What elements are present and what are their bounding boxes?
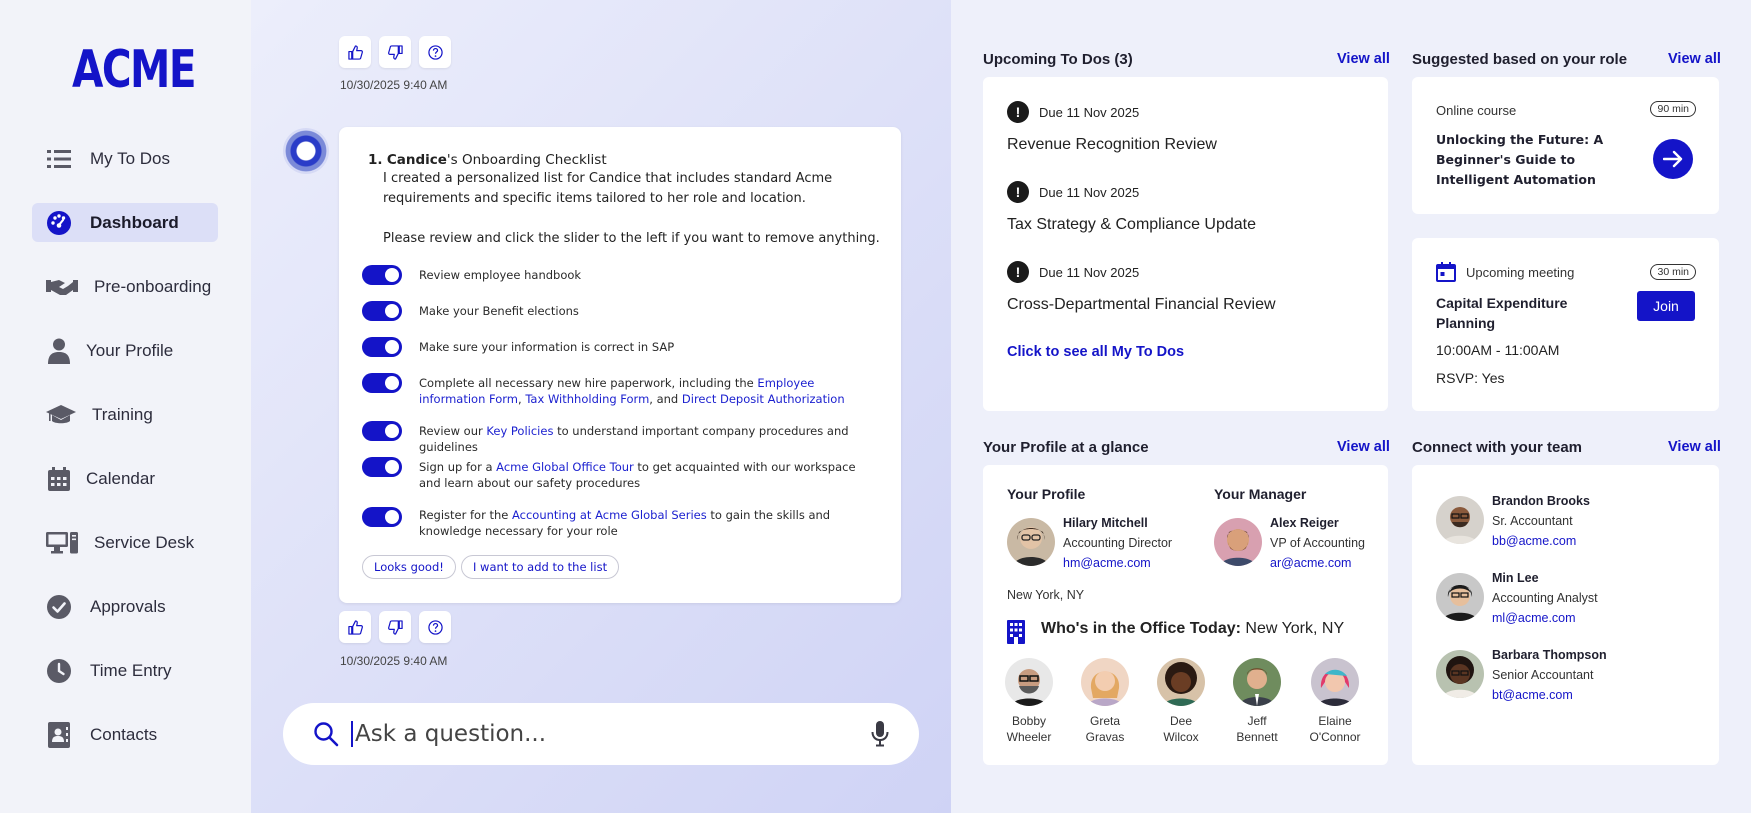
- office-person-name: Greta Gravas: [1085, 714, 1125, 744]
- thumbs-up-button[interactable]: [339, 611, 371, 643]
- sidebar-item-label: Your Profile: [86, 340, 174, 360]
- todos-title: Upcoming To Dos (3): [983, 51, 1133, 68]
- microphone-icon: [871, 721, 889, 747]
- profile-view-all-link[interactable]: View all: [1337, 439, 1390, 455]
- office-person-name: Jeff Bennett: [1236, 714, 1278, 744]
- avatar[interactable]: [1436, 496, 1484, 544]
- team-member: [1492, 645, 1607, 705]
- alert-icon: !: [1007, 261, 1029, 283]
- avatar[interactable]: [1157, 658, 1205, 706]
- profile-location: New York, NY: [1007, 588, 1085, 602]
- duration-chip: 90 min: [1650, 101, 1696, 117]
- course-type: Online course: [1436, 103, 1517, 118]
- ask-placeholder: Ask a question...: [355, 721, 547, 747]
- sidebar-item-label: Calendar: [86, 468, 155, 488]
- person-icon: [46, 338, 72, 364]
- checklist-title-text: 's Onboarding Checklist: [446, 152, 607, 168]
- sidebar-item-label: Dashboard: [90, 212, 179, 232]
- check-circle-icon: [46, 594, 72, 620]
- thumbs-up-icon: [348, 45, 363, 60]
- toggle-accounting-series[interactable]: [362, 507, 402, 527]
- checklist-item: Register for the Accounting at Acme Global Series to gain the skills and knowledge necessary for your role: [419, 508, 831, 538]
- assistant-message-card: [339, 127, 901, 603]
- acme-logo[interactable]: ACME: [72, 40, 195, 100]
- checklist-item: Complete all necessary new hire paperwork, including the Employee information Form, Tax Withholding Form, and Direct Deposit Authorization: [419, 376, 845, 406]
- calendar-icon: [1436, 262, 1456, 282]
- intro-line-1: I created a personalized list for Candice that includes standard Acme: [383, 171, 833, 186]
- team-member: [1492, 491, 1590, 551]
- sidebar-item-label: Pre-onboarding: [94, 276, 212, 296]
- alert-icon: !: [1007, 101, 1029, 123]
- profile-email-link[interactable]: hm@acme.com: [1063, 556, 1151, 570]
- checklist-item: Review our Key Policies to understand important company procedures and guidelines: [419, 424, 849, 454]
- my-profile-details: [1063, 513, 1172, 573]
- profile-name: Hilary Mitchell: [1063, 516, 1148, 530]
- checklist-item: Make your Benefit elections: [419, 304, 579, 318]
- todo-item-title[interactable]: Revenue Recognition Review: [1007, 136, 1217, 153]
- thumbs-down-icon: [388, 620, 403, 635]
- meeting-time: 10:00AM - 11:00AM: [1436, 342, 1560, 358]
- todo-item-title[interactable]: Cross-Departmental Financial Review: [1007, 296, 1276, 313]
- graduation-cap-icon: [46, 402, 76, 428]
- office-title: Who's in the Office Today:: [1041, 620, 1241, 637]
- handshake-icon: [46, 274, 78, 300]
- desktop-icon: [46, 530, 78, 556]
- team-member-role: Sr. Accountant: [1492, 514, 1573, 528]
- due-date: ! Due 11 Nov 2025: [1007, 261, 1139, 283]
- suggested-title: Suggested based on your role: [1412, 51, 1628, 68]
- manager-name: Alex Reiger: [1270, 516, 1339, 530]
- checklist-item: Sign up for a Acme Global Office Tour to get acquainted with our workspace and learn about our safety procedures: [419, 460, 856, 490]
- sidebar-item-dashboard[interactable]: [32, 203, 218, 242]
- alert-icon: !: [1007, 181, 1029, 203]
- toggle-key-policies[interactable]: [362, 421, 402, 441]
- checklist-title: [368, 152, 607, 168]
- your-manager-label: Your Manager: [1214, 486, 1307, 502]
- due-date: ! Due 11 Nov 2025: [1007, 101, 1139, 123]
- message-timestamp: 10/30/2025 9:40 AM: [340, 654, 448, 668]
- team-member-name: Brandon Brooks: [1492, 494, 1590, 508]
- team-member-email-link[interactable]: ml@acme.com: [1492, 611, 1576, 625]
- direct-deposit-link[interactable]: Direct Deposit Authorization: [681, 392, 845, 406]
- message-timestamp: 10/30/2025 9:40 AM: [340, 78, 448, 92]
- manager-role: VP of Accounting: [1270, 536, 1365, 550]
- sidebar-item-my-todos[interactable]: [32, 139, 218, 178]
- sidebar-item-calendar[interactable]: [32, 459, 218, 498]
- toggle-benefit-elections[interactable]: [362, 301, 402, 321]
- sidebar-item-label: My To Dos: [90, 148, 170, 168]
- team-member: [1492, 568, 1598, 628]
- your-profile-label: Your Profile: [1007, 486, 1086, 502]
- feedback-row: [339, 36, 451, 68]
- sidebar-item-time-entry[interactable]: [32, 651, 218, 690]
- clock-icon: [46, 658, 72, 684]
- checklist-item: Make sure your information is correct in SAP: [419, 340, 675, 354]
- office-person-name: Bobby Wheeler: [1006, 714, 1052, 744]
- text-cursor: [351, 721, 353, 747]
- duration-chip: 30 min: [1650, 264, 1696, 280]
- employee-info-form-link[interactable]: Employee information Form: [419, 376, 815, 406]
- avatar[interactable]: [1005, 658, 1053, 706]
- key-policies-link[interactable]: Key Policies: [486, 424, 554, 438]
- profile-title: Your Profile at a glance: [983, 439, 1149, 456]
- calendar-icon: [46, 466, 72, 492]
- sidebar-item-label: Training: [92, 404, 153, 424]
- team-panel: [1412, 465, 1719, 765]
- thumbs-down-button[interactable]: [379, 36, 411, 68]
- sidebar: [0, 0, 251, 813]
- thumbs-down-icon: [388, 45, 403, 60]
- tax-withholding-form-link[interactable]: Tax Withholding Form: [525, 392, 650, 406]
- team-member-email-link[interactable]: bb@acme.com: [1492, 534, 1577, 548]
- avatar[interactable]: [1436, 650, 1484, 698]
- list-icon: [46, 146, 72, 172]
- office-person-name: Elaine O'Connor: [1309, 714, 1361, 744]
- item-number: 1.: [368, 152, 383, 168]
- thumbs-up-button[interactable]: [339, 36, 371, 68]
- sidebar-item-approvals[interactable]: [32, 587, 218, 626]
- building-icon: [1007, 620, 1025, 644]
- office-person-name: Dee Wilcox: [1163, 714, 1199, 744]
- help-button[interactable]: [419, 36, 451, 68]
- thumbs-down-button[interactable]: [379, 611, 411, 643]
- intro-line-2: requirements and specific items tailored to her role and location.: [383, 191, 806, 206]
- avatar[interactable]: [1214, 518, 1262, 566]
- assistant-avatar: [285, 130, 327, 172]
- avatar[interactable]: [1007, 518, 1055, 566]
- search-icon: [313, 721, 339, 747]
- team-member-name: Min Lee: [1492, 571, 1539, 585]
- instruction-text: Please review and click the slider to the left if you want to remove anything.: [383, 231, 880, 246]
- open-course-button[interactable]: [1653, 139, 1693, 179]
- sidebar-item-your-profile[interactable]: [32, 331, 218, 370]
- thumbs-up-icon: [348, 620, 363, 635]
- checklist-item: Review employee handbook: [419, 268, 582, 282]
- sidebar-item-label: Approvals: [90, 596, 166, 616]
- question-circle-icon: [428, 620, 443, 635]
- dashboard-icon: [46, 210, 72, 236]
- chat-panel: [251, 0, 951, 813]
- ask-input[interactable]: [283, 703, 919, 765]
- candidate-name: Candice: [386, 152, 447, 168]
- profile-role: Accounting Director: [1063, 536, 1173, 550]
- accounting-series-link[interactable]: Accounting at Acme Global Series: [512, 508, 707, 522]
- join-meeting-button[interactable]: Join: [1637, 291, 1695, 321]
- avatar[interactable]: [1311, 658, 1359, 706]
- see-all-todos-link[interactable]: Click to see all My To Dos: [1007, 344, 1185, 360]
- office-today-heading: [1041, 620, 1344, 638]
- meeting-title: Capital Expenditure Planning: [1436, 295, 1568, 331]
- todo-item-title[interactable]: Tax Strategy & Compliance Update: [1007, 216, 1257, 233]
- office-tour-link[interactable]: Acme Global Office Tour: [496, 460, 634, 474]
- office-location: New York, NY: [1245, 620, 1345, 637]
- team-member-role: Accounting Analyst: [1492, 591, 1598, 605]
- dashboard: [951, 0, 1751, 813]
- meeting-type: Upcoming meeting: [1466, 265, 1575, 280]
- meeting-rsvp: RSVP: Yes: [1436, 370, 1505, 386]
- question-circle-icon: [428, 45, 443, 60]
- toggle-review-handbook[interactable]: [362, 265, 402, 285]
- due-date: ! Due 11 Nov 2025: [1007, 181, 1139, 203]
- avatar[interactable]: [1436, 573, 1484, 621]
- arrow-right-icon: [1663, 150, 1683, 168]
- sidebar-item-label: Time Entry: [90, 660, 172, 680]
- sidebar-item-label: Contacts: [90, 724, 158, 744]
- team-member-name: Barbara Thompson: [1492, 648, 1607, 662]
- toggle-sap-info[interactable]: [362, 337, 402, 357]
- todos-panel: [983, 77, 1388, 411]
- todos-view-all-link[interactable]: View all: [1337, 51, 1390, 67]
- sidebar-item-training[interactable]: [32, 395, 218, 434]
- toggle-office-tour[interactable]: [362, 457, 402, 477]
- course-card[interactable]: [1412, 77, 1719, 214]
- team-member-role: Senior Accountant: [1492, 668, 1594, 682]
- sidebar-item-pre-onboarding[interactable]: [32, 267, 218, 306]
- team-member-email-link[interactable]: bt@acme.com: [1492, 688, 1573, 702]
- manager-email-link[interactable]: ar@acme.com: [1270, 556, 1352, 570]
- team-title: Connect with your team: [1412, 439, 1583, 456]
- toggle-paperwork[interactable]: [362, 373, 402, 393]
- manager-details: [1270, 513, 1365, 573]
- sidebar-item-label: Service Desk: [94, 532, 195, 552]
- profile-panel: [983, 465, 1388, 765]
- help-button[interactable]: [419, 611, 451, 643]
- avatar[interactable]: [1233, 658, 1281, 706]
- add-to-list-button[interactable]: I want to add to the list: [461, 555, 619, 579]
- suggested-view-all-link[interactable]: View all: [1668, 51, 1721, 67]
- avatar[interactable]: [1081, 658, 1129, 706]
- sidebar-item-contacts[interactable]: [32, 715, 218, 754]
- feedback-row: [339, 611, 451, 643]
- looks-good-button[interactable]: Looks good!: [362, 555, 456, 579]
- team-view-all-link[interactable]: View all: [1668, 439, 1721, 455]
- sidebar-item-service-desk[interactable]: [32, 523, 218, 562]
- meeting-card: [1412, 238, 1719, 411]
- course-title: Unlocking the Future: A Beginner's Guide to Intelligent Automation: [1436, 132, 1604, 187]
- contacts-icon: [46, 722, 72, 748]
